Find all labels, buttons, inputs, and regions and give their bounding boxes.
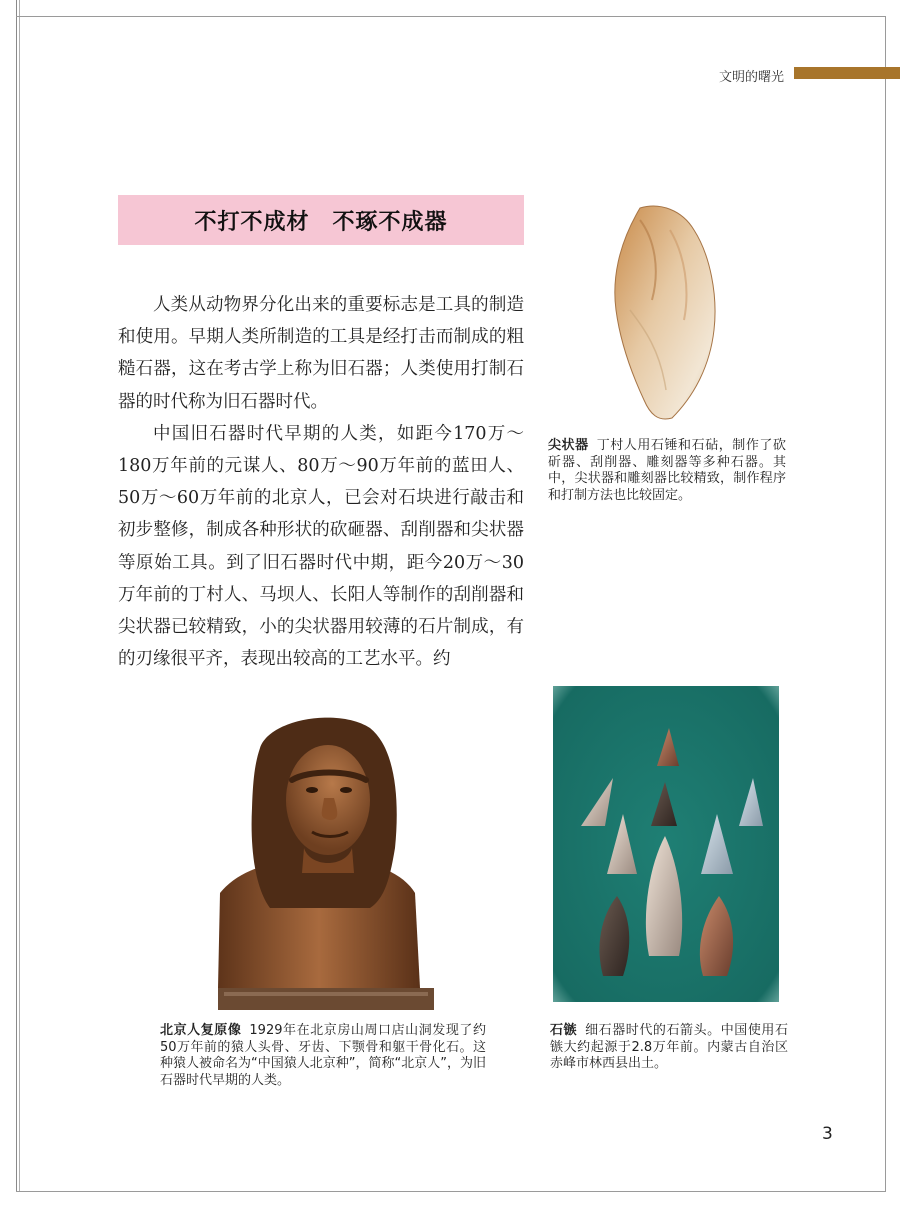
arrowheads-caption	[550, 1023, 788, 1073]
pointed-tool-caption	[548, 438, 786, 504]
arrowheads-caption-text: 细石器时代的石箭头。中国使用石镞大约起源于2.8万年前。内蒙古自治区赤峰市林西县出土。	[550, 1023, 788, 1071]
page-frame-right	[885, 16, 886, 1192]
body-paragraph-1: 人类从动物界分化出来的重要标志是工具的制造和使用。早期人类所制造的工具是经打击而制成的粗糙石器，这在考古学上称为旧石器；人类使用打制石器的时代称为旧石器时代。	[118, 295, 524, 412]
arrowheads-image	[553, 686, 779, 1002]
body-paragraph-2: 中国旧石器时代早期的人类，如距今170万～180万年前的元谋人、80万～90万年前的蓝田人、50万～60万年前的北京人，已会对石块进行敲击和初步整修，制成各种形状的砍砸器、刮削器和尖状器等原始工具。到了旧石器时代中期，距今20万～30万年前的丁村人、马坝人、长阳人等制作的刮削器和尖状器已较精致，小的尖状器用较薄的石片制成，有的刃缘很平齐，表现出较高的工艺水平。约	[118, 423, 524, 670]
peking-man-caption	[160, 1023, 486, 1089]
page-frame-left-inner	[19, 0, 20, 1192]
page-number: 3	[822, 1124, 833, 1144]
page-frame-bottom	[16, 1191, 886, 1192]
peking-man-caption-text: 1929年在北京房山周口店山洞发现了约50万年前的猿人头骨、牙齿、下颚骨和躯干骨化石。这种猿人被命名为“中国猿人北京种”，简称“北京人”，为旧石器时代早期的人类。	[160, 1023, 486, 1088]
peking-man-caption-title: 北京人复原像	[160, 1023, 242, 1038]
section-title: 不打不成材 不琢不成器	[118, 195, 524, 245]
page-frame-top	[16, 16, 886, 17]
pointed-tool-image	[600, 200, 725, 425]
peking-man-bust-image	[200, 708, 440, 1012]
running-head: 文明的曙光	[718, 70, 784, 85]
running-head-bar	[794, 67, 900, 79]
page-frame-left	[16, 0, 17, 1192]
body-text	[118, 289, 524, 675]
pointed-tool-caption-title: 尖状器	[548, 438, 589, 453]
arrowheads-caption-title: 石镞	[550, 1023, 578, 1038]
pointed-tool-caption-text: 丁村人用石锤和石砧，制作了砍斫器、刮削器、雕刻器等多种石器。其中，尖状器和雕刻器比较精致，制作程序和打制方法也比较固定。	[548, 438, 786, 503]
